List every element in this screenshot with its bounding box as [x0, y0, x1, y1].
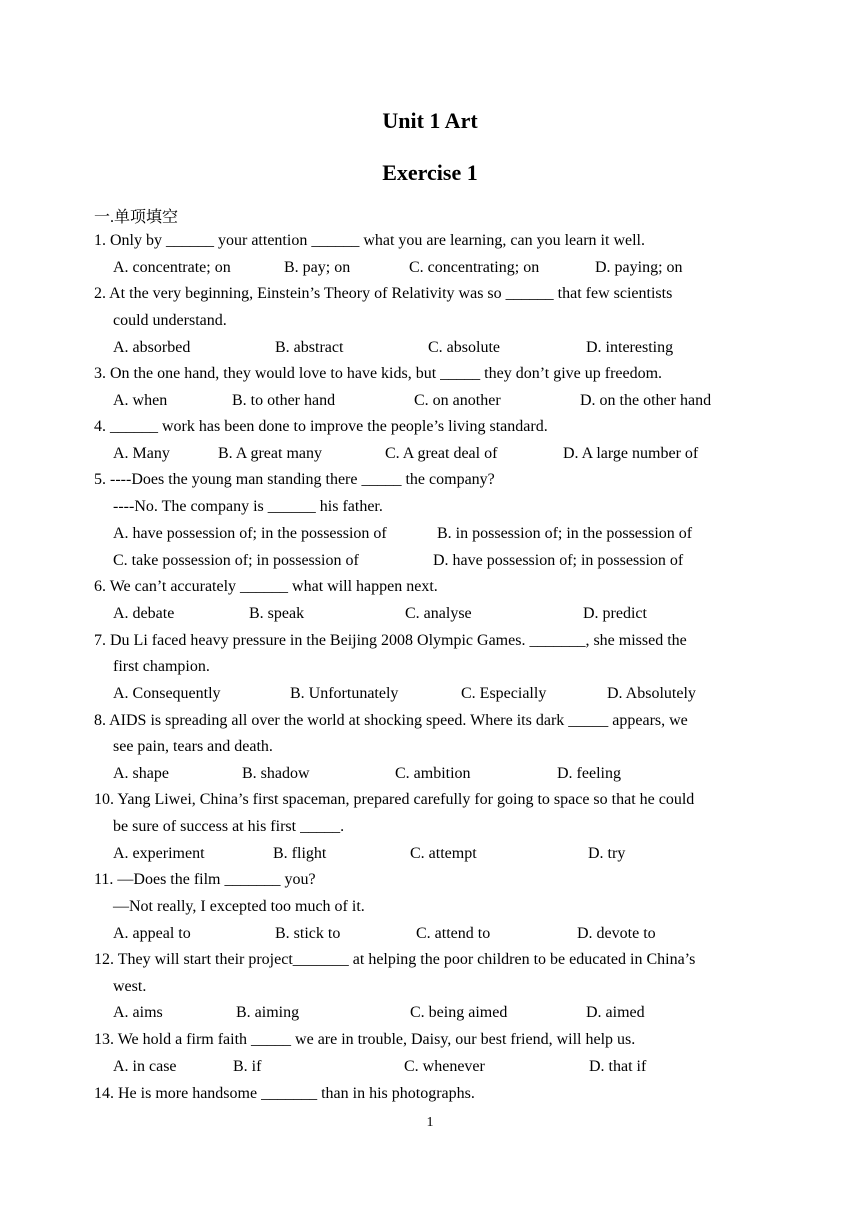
answer-option: C. absolute [428, 339, 500, 356]
question-text: ----No. The company is ______ his father. [113, 498, 383, 515]
answer-option: A. aims [113, 1004, 163, 1021]
unit-title: Unit 1 Art [382, 108, 478, 133]
answer-option: B. speak [249, 605, 305, 622]
answer-option: D. paying; on [595, 259, 683, 276]
answer-option: D. interesting [586, 339, 674, 356]
section-heading: 一.单项填空 [94, 209, 179, 226]
answer-option: A. absorbed [113, 339, 191, 356]
question-text: 13. We hold a firm faith _____ we are in trouble, Daisy, our best friend, will help us. [94, 1031, 636, 1048]
question-text: 8. AIDS is spreading all over the world at shocking speed. Where its dark _____ appears, we [94, 712, 688, 729]
answer-option: B. A great many [218, 445, 322, 462]
answer-option: C. Especially [461, 685, 547, 702]
answer-option: C. ambition [395, 765, 471, 782]
answer-option: D. that if [589, 1058, 647, 1075]
question-text: 12. They will start their project_______ at helping the poor children to be educated in China’s [94, 951, 696, 968]
answer-option: B. aiming [236, 1004, 300, 1021]
answer-option: A. debate [113, 605, 175, 622]
answer-option: B. abstract [275, 339, 344, 356]
answer-option: A. Many [113, 445, 170, 462]
answer-option: D. A large number of [563, 445, 699, 462]
answer-option: B. if [233, 1058, 262, 1075]
answer-option: D. devote to [577, 925, 656, 942]
page-number: 1 [426, 1115, 434, 1130]
answer-option: D. feeling [557, 765, 621, 782]
answer-option: C. take possession of; in possession of [113, 552, 359, 569]
question-text: 7. Du Li faced heavy pressure in the Beijing 2008 Olympic Games. _______, she missed the [94, 632, 687, 649]
question-text: 3. On the one hand, they would love to have kids, but _____ they don’t give up freedom. [94, 365, 663, 382]
question-text: be sure of success at his first _____. [113, 818, 345, 835]
question-text: 5. ----Does the young man standing there _____ the company? [94, 471, 495, 488]
question-text: 4. ______ work has been done to improve the people’s living standard. [94, 418, 548, 435]
answer-option: B. flight [273, 845, 327, 862]
answer-option: A. concentrate; on [113, 259, 231, 276]
answer-option: B. pay; on [284, 259, 351, 276]
answer-option: B. in possession of; in the possession of [437, 525, 693, 542]
answer-option: A. when [113, 392, 168, 409]
answer-option: D. have possession of; in possession of [433, 552, 684, 569]
answer-option: B. to other hand [232, 392, 336, 409]
answer-option: A. shape [113, 765, 169, 782]
answer-option: C. attempt [410, 845, 477, 862]
question-text: 6. We can’t accurately ______ what will happen next. [94, 578, 438, 595]
answer-option: D. aimed [586, 1004, 645, 1021]
question-text: first champion. [113, 658, 210, 675]
answer-option: D. try [588, 845, 626, 862]
question-text: see pain, tears and death. [113, 738, 273, 755]
answer-option: C. attend to [416, 925, 491, 942]
answer-option: D. predict [583, 605, 647, 622]
question-text: 10. Yang Liwei, China’s first spaceman, prepared carefully for going to space so that he could [94, 791, 695, 808]
answer-option: C. concentrating; on [409, 259, 540, 276]
answer-option: C. analyse [405, 605, 472, 622]
question-text: 14. He is more handsome _______ than in his photographs. [94, 1085, 475, 1102]
answer-option: C. on another [414, 392, 501, 409]
answer-option: B. Unfortunately [290, 685, 399, 702]
answer-option: B. stick to [275, 925, 341, 942]
answer-option: A. in case [113, 1058, 177, 1075]
question-text: 2. At the very beginning, Einstein’s Theory of Relativity was so ______ that few scientists [94, 285, 673, 302]
answer-option: D. on the other hand [580, 392, 712, 409]
exercise-title: Exercise 1 [382, 160, 478, 185]
answer-option: C. being aimed [410, 1004, 508, 1021]
answer-option: B. shadow [242, 765, 310, 782]
answer-option: A. appeal to [113, 925, 191, 942]
answer-option: D. Absolutely [607, 685, 696, 702]
question-text: could understand. [113, 312, 227, 329]
answer-option: A. Consequently [113, 685, 221, 702]
question-text: —Not really, I excepted too much of it. [113, 898, 365, 915]
answer-option: A. experiment [113, 845, 205, 862]
answer-option: C. whenever [404, 1058, 485, 1075]
answer-option: A. have possession of; in the possession of [113, 525, 387, 542]
question-text: 1. Only by ______ your attention ______ what you are learning, can you learn it well. [94, 232, 645, 249]
answer-option: C. A great deal of [385, 445, 498, 462]
question-text: 11. —Does the film _______ you? [94, 871, 316, 888]
question-text: west. [113, 978, 147, 995]
